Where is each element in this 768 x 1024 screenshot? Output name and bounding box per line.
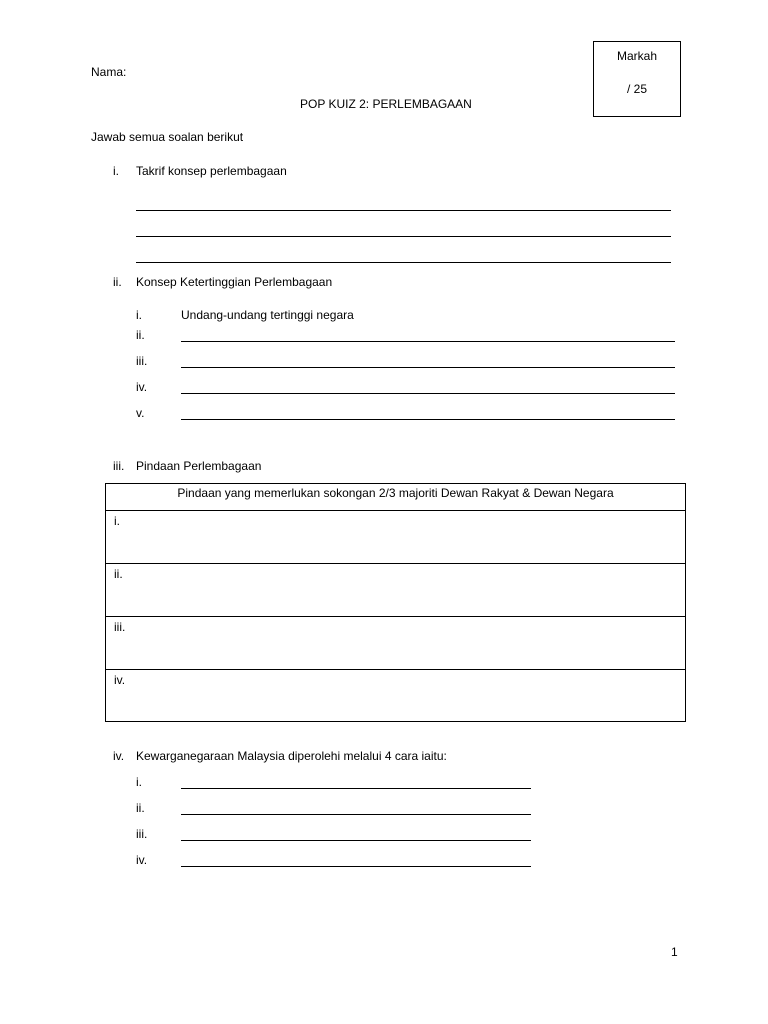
q4-text: Kewarganegaraan Malaysia diperolehi melalui 4 cara iaitu: (136, 749, 447, 763)
amendment-row[interactable] (106, 511, 685, 564)
amendment-table (105, 483, 686, 722)
answer-line (181, 419, 675, 420)
q2-item-number: iii. (136, 354, 148, 368)
q4-number: iv. (113, 749, 125, 763)
answer-line (181, 393, 675, 394)
q3-text: Pindaan Perlembagaan (136, 459, 262, 473)
amendment-table-header: Pindaan yang memerlukan sokongan 2/3 majoriti Dewan Rakyat & Dewan Negara (106, 484, 685, 511)
markah-score: / 25 (626, 82, 647, 96)
amendment-row[interactable] (106, 564, 685, 617)
answer-line (136, 236, 671, 237)
amendment-row[interactable] (106, 670, 685, 723)
instruction-text: Jawab semua soalan berikut (91, 130, 244, 144)
q2-item-number: ii. (136, 328, 145, 342)
q4-item-number: ii. (136, 801, 145, 815)
markah-label: Markah (616, 49, 657, 63)
q2-item-number: v. (136, 406, 145, 420)
answer-line (181, 367, 675, 368)
q2-item-number: i. (136, 308, 142, 322)
q2-item-number: iv. (136, 380, 148, 394)
amendment-row-number: iv. (114, 673, 126, 687)
q2-text: Konsep Ketertinggian Perlembagaan (136, 275, 333, 289)
q4-item-number: i. (136, 775, 142, 789)
amendment-row-number: i. (114, 514, 120, 528)
nama-label: Nama: (91, 65, 127, 79)
q4-item-number: iii. (136, 827, 148, 841)
answer-line (136, 210, 671, 211)
answer-line (181, 788, 531, 789)
answer-line (181, 866, 531, 867)
q4-item-number: iv. (136, 853, 148, 867)
amendment-row[interactable] (106, 617, 685, 670)
answer-line (181, 840, 531, 841)
page-number: 1 (671, 945, 678, 959)
amendment-row-number: iii. (114, 620, 126, 634)
q1-text: Takrif konsep perlembagaan (136, 164, 287, 178)
answer-line (136, 262, 671, 263)
amendment-row-number: ii. (114, 567, 123, 581)
markah-box (593, 41, 681, 117)
page-title: POP KUIZ 2: PERLEMBAGAAN (300, 97, 472, 111)
answer-line (181, 341, 675, 342)
answer-line (181, 814, 531, 815)
q2-number: ii. (113, 275, 122, 289)
q2-item-text: Undang-undang tertinggi negara (181, 308, 354, 322)
q1-number: i. (113, 164, 119, 178)
q3-number: iii. (113, 459, 125, 473)
